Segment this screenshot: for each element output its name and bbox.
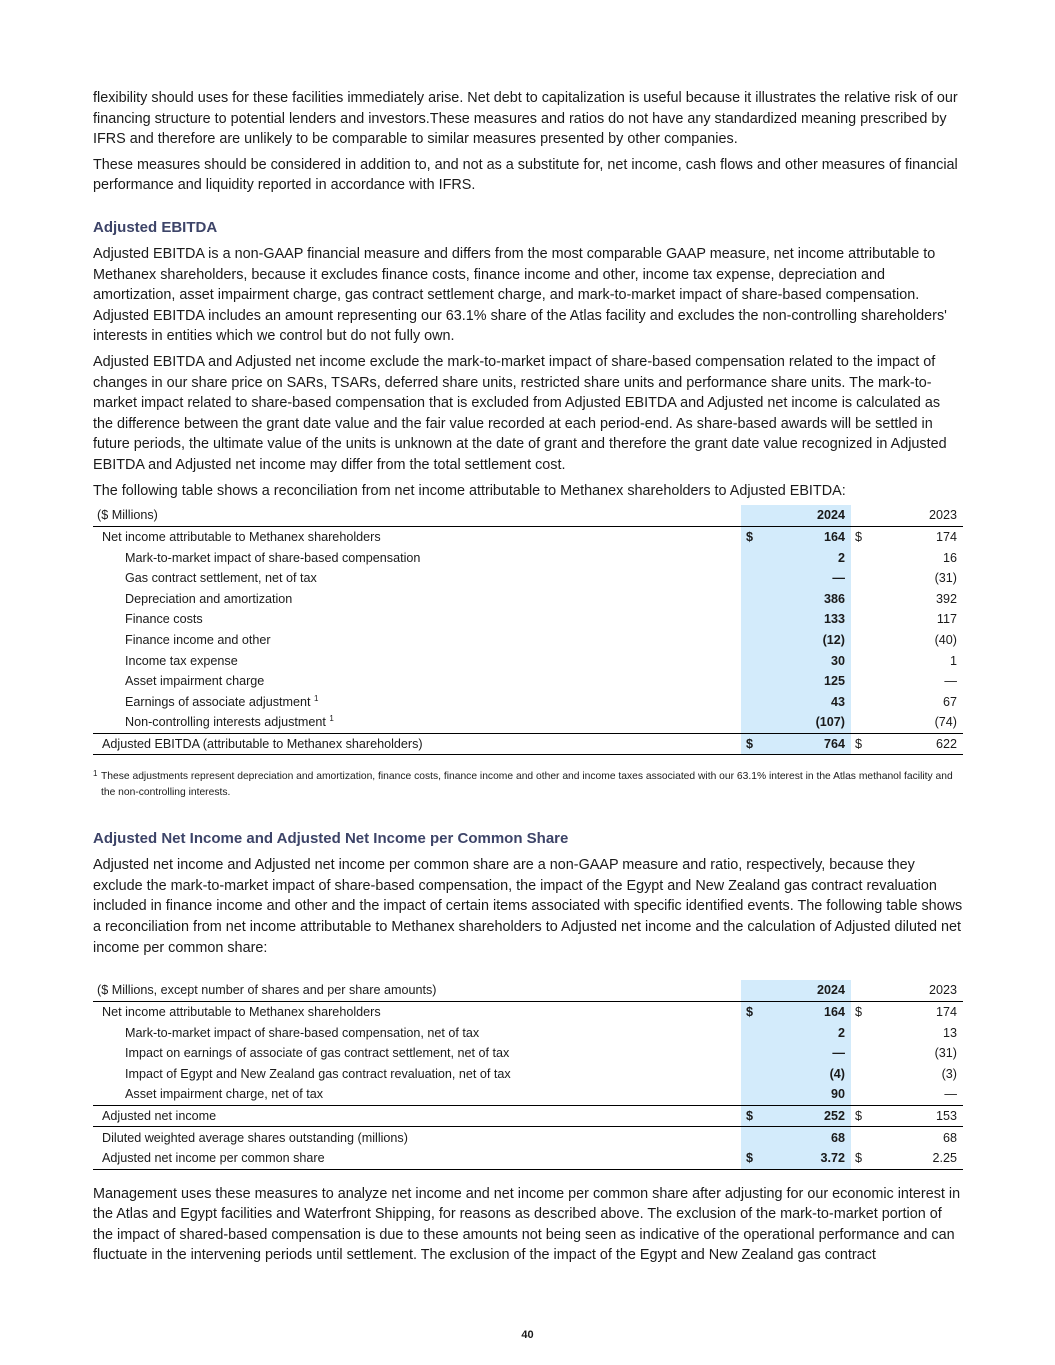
table-row: Non-controlling interests adjustment $^1$ (107) (74): [93, 712, 963, 733]
table-row: Asset impairment charge, net of tax 90 —: [93, 1084, 963, 1105]
intro-paragraph-1: flexibility should uses for these facilities immediately arise. Net debt to capitalization is useful because it illustrates the relative risk of our financing structure to potential lenders and investors.These measures and ratios do not have any standardized meaning prescribed by IFRS and therefore are unlikely to be comparable to similar measures presented by other companies.: [93, 90, 958, 148]
adjusted-ebitda-heading: Adjusted EBITDA: [93, 218, 218, 236]
table-row: Impact on earnings of associate of gas contract settlement, net of tax — (31): [93, 1043, 963, 1064]
unit-label: ($ Millions): [93, 505, 741, 526]
footnote-marker: 1: [93, 769, 98, 779]
table-row: Mark-to-market impact of share-based compensation 2 16: [93, 547, 963, 568]
table-row: Income tax expense 30 1: [93, 650, 963, 671]
footnote-ref: 1: [329, 714, 334, 724]
adjusted-net-income-row: Adjusted net income $ 252 $ 153: [93, 1105, 963, 1127]
closing-paragraph: Management uses these measures to analyze net income and net income per common share after adjusting for our economic interest in the Atlas and Egypt facilities and Waterfront Shipping, for reasons as described above. The exclusion of the mark-to-market portion of the impact of shared-based compensation is due to these amounts not being seen as indicative of the operational performance and can fluctuate in the intervening periods until settlement. The exclusion of the impact of the Egypt and New Zealand gas contract: [93, 1185, 961, 1264]
table-row: Gas contract settlement, net of tax — (31): [93, 568, 963, 589]
ebitda-footnote: [93, 769, 963, 801]
adjusted-net-income-table: [93, 980, 963, 1169]
table-header-row: [93, 505, 963, 526]
ebitda-paragraph-1: Adjusted EBITDA is a non-GAAP financial measure and differs from the most comparable GAAP measure, net income attributable to Methanex shareholders, because it excludes finance costs, finance income and other, income tax expense, depreciation and amortization, asset impairment charge, gas contract settlement charge, and mark-to-market impact of share-based compensation. Adjusted EBITDA includes an amount representing our 63.1% share of the Atlas facility and excludes the non-controlling shareholders' interests in entities which we control but do not fully own.: [93, 245, 947, 345]
year-current: 2024: [763, 505, 851, 526]
year-prior: 2023: [873, 505, 963, 526]
document-page: [93, 88, 963, 1271]
ebitda-paragraph-3: The following table shows a reconciliation from net income attributable to Methanex shareholders to Adjusted EBITDA:: [93, 482, 846, 499]
table-row: Impact of Egypt and New Zealand gas contract revaluation, net of tax (4) (3): [93, 1064, 963, 1085]
diluted-shares-row: Diluted weighted average shares outstanding (millions) 68 68: [93, 1127, 963, 1148]
year-prior: 2023: [873, 980, 963, 1001]
adj-net-income-paragraph: Adjusted net income and Adjusted net income per common share are a non-GAAP measure and ratio, respectively, because they exclude the mark-to-market impact of share-based compensation, the impact of the Egypt and New Zealand gas contract revaluation included in finance income and other and the impact of certain items associated with specific identified events. The following table shows a reconciliation from net income attributable to Methanex shareholders to Adjusted net income and the calculation of Adjusted diluted net income per common share:: [93, 857, 963, 956]
table-row: Net income attributable to Methanex shareholders $ 164 $ 174: [93, 526, 963, 547]
footnote-text: These adjustments represent depreciation and amortization, finance costs, finance income and other and income taxes associated with our 63.1% interest in the Atlas methanol facility and the non-controlling interests.: [101, 771, 953, 799]
table-row: Earnings of associate adjustment $^1$ 43 67: [93, 691, 963, 712]
table-row: Depreciation and amortization 386 392: [93, 588, 963, 609]
table-row: Mark-to-market impact of share-based compensation, net of tax 2 13: [93, 1022, 963, 1043]
footnote-ref: 1: [314, 693, 319, 703]
table-row: Finance costs 133 117: [93, 609, 963, 630]
per-share-row: Adjusted net income per common share $ 3.72 $ 2.25: [93, 1148, 963, 1169]
year-current: 2024: [763, 980, 851, 1001]
intro-paragraph-2: These measures should be considered in addition to, and not as a substitute for, net income, cash flows and other measures of financial performance and liquidity reported in accordance with IFRS.: [93, 156, 958, 194]
table-row: Asset impairment charge 125 —: [93, 671, 963, 692]
table-row: Net income attributable to Methanex shareholders $ 164 $ 174: [93, 1001, 963, 1022]
table-header-row: [93, 980, 963, 1001]
page-number: 40: [521, 1329, 534, 1341]
table-row: Finance income and other (12) (40): [93, 630, 963, 651]
ebitda-paragraph-2: Adjusted EBITDA and Adjusted net income exclude the mark-to-market impact of share-based compensation related to the impact of changes in our share price on SARs, TSARs, deferred share units, restricted share units and performance share units. The mark-to-market impact related to share-based compensation that is excluded from Adjusted EBITDA and Adjusted net income is calculated as the difference between the grant date value and the fair value recorded at each period-end. As share-based awards will be settled in future periods, the ultimate value of the units is unknown at the date of grant and therefore the grant date value recognized in Adjusted EBITDA and Adjusted net income may differ from the total settlement cost.: [93, 353, 947, 473]
adjusted-net-income-heading: Adjusted Net Income and Adjusted Net Income per Common Share: [93, 830, 569, 848]
ebitda-reconciliation-table: [93, 505, 963, 755]
total-row: Adjusted EBITDA (attributable to Methanex shareholders) $ 764 $ 622: [93, 733, 963, 755]
unit-label: ($ Millions, except number of shares and per share amounts): [93, 980, 741, 1001]
